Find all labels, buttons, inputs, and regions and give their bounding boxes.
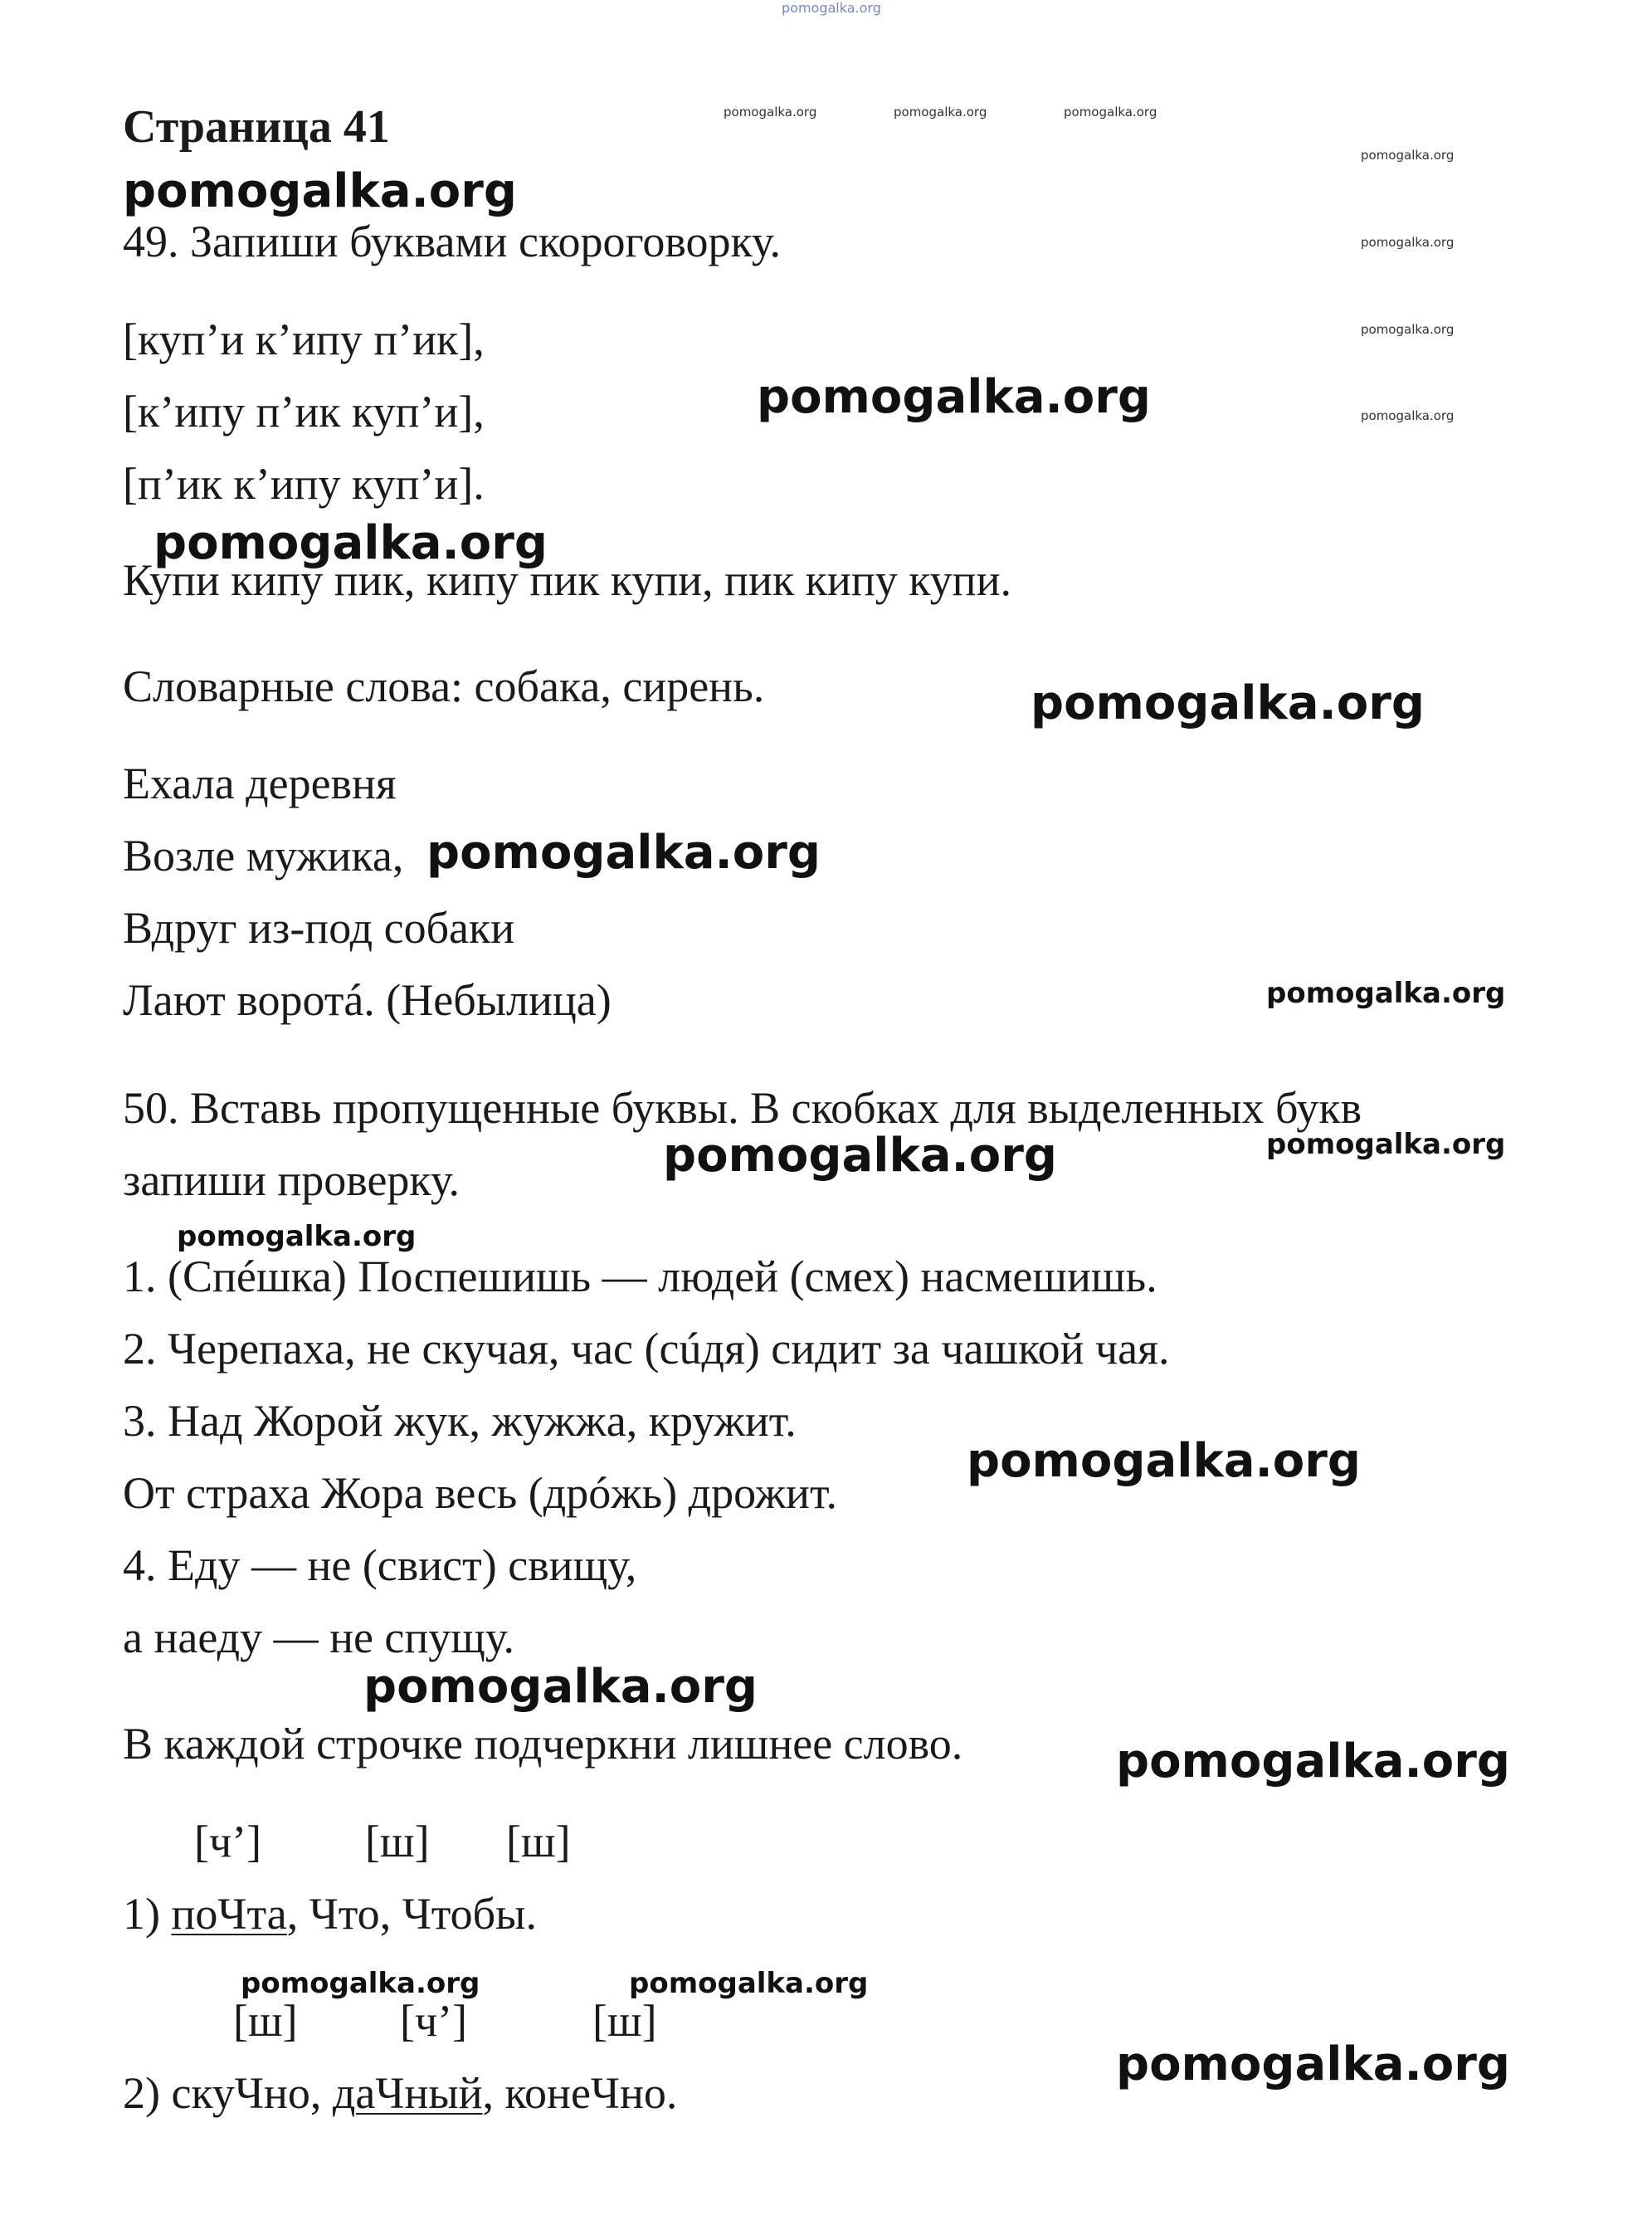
sentence-line: От страха Жора весь (дрóжь) дрожит.	[123, 1468, 837, 1518]
underlined-word: даЧный	[332, 2068, 483, 2118]
sentence-line: 2. Черепаха, не скучая, час (сúдя) сидит за чашкой чая.	[123, 1324, 1170, 1373]
sentence-line: 4. Еду — не (свист) свищу,	[123, 1540, 637, 1590]
watermark: pomogalka.org	[1266, 977, 1506, 1010]
sound-mark: [ш]	[592, 1996, 657, 2046]
watermark: pomogalka.org	[1361, 148, 1455, 163]
word: Чтобы	[402, 1889, 526, 1939]
poem-line: Ехала деревня	[123, 759, 397, 808]
word: скуЧно	[171, 2068, 310, 2118]
sound-mark: [ш]	[506, 1817, 571, 1866]
watermark: pomogalka.org	[894, 105, 987, 120]
sound-mark: [ч’]	[400, 1996, 468, 2046]
watermark: pomogalka.org	[782, 0, 881, 16]
separator: ,	[482, 2068, 505, 2118]
separator: ,	[379, 1889, 402, 1939]
ex50-instruction-cont: запиши проверку.	[123, 1155, 460, 1205]
ex49-answer: Купи кипу пик, кипу пик купи, пик кипу купи.	[123, 555, 1011, 605]
watermark: pomogalka.org	[1266, 1128, 1506, 1161]
punctuation: .	[525, 1889, 537, 1939]
row-number: 1)	[123, 1889, 172, 1939]
page-title: Страница 41	[123, 101, 390, 153]
watermark: pomogalka.org	[1031, 676, 1425, 730]
watermark: pomogalka.org	[1116, 1735, 1510, 1788]
dictionary-words: Словарные слова: собака, сирень.	[123, 661, 765, 711]
transcription-line: [п’ик к’ипу куп’и].	[123, 459, 485, 509]
watermark: pomogalka.org	[241, 1967, 480, 2000]
separator: ,	[309, 2068, 333, 2118]
sentence-line: 3. Над Жорой жук, жужжа, кружит.	[123, 1396, 797, 1446]
sound-mark: [ч’]	[194, 1817, 262, 1866]
word: конеЧно	[504, 2068, 666, 2118]
punctuation: .	[665, 2068, 678, 2118]
watermark: pomogalka.org	[663, 1129, 1057, 1183]
sound-mark: [ш]	[365, 1817, 430, 1866]
watermark: pomogalka.org	[1116, 2037, 1510, 2091]
poem-line: Вдруг из-под собаки	[123, 903, 515, 953]
ex50-task2: В каждой строчке подчеркни лишнее слово.	[123, 1719, 963, 1769]
transcription-line: [куп’и к’ипу п’ик],	[123, 315, 485, 364]
word: Что	[309, 1889, 380, 1939]
ex50-instruction: 50. Вставь пропущенные буквы. В скобках для выделенных букв	[123, 1083, 1362, 1133]
watermark: pomogalka.org	[1361, 322, 1455, 337]
poem-line: Лают воротá. (Небылица)	[123, 975, 612, 1025]
watermark: pomogalka.org	[123, 164, 517, 218]
underlined-word: поЧта	[171, 1889, 287, 1939]
separator: ,	[286, 1889, 309, 1939]
watermark: pomogalka.org	[1361, 235, 1455, 250]
watermark: pomogalka.org	[1361, 408, 1455, 423]
ex49-instruction: 49. Запиши буквами скороговорку.	[123, 217, 782, 266]
watermark: pomogalka.org	[629, 1967, 869, 2000]
watermark: pomogalka.org	[363, 1660, 758, 1714]
sound-mark: [ш]	[233, 1996, 298, 2046]
word-row	[123, 1889, 537, 1939]
transcription-line: [к’ипу п’ик куп’и],	[123, 387, 485, 437]
sentence-line: а наеду — не спущу.	[123, 1613, 514, 1662]
poem-line: Возле мужика,	[123, 831, 404, 881]
watermark: pomogalka.org	[154, 516, 548, 570]
watermark: pomogalka.org	[426, 826, 821, 880]
word-row	[123, 2068, 678, 2118]
sentence-line: 1. (Спéшка) Поспешишь — людей (смех) насмешишь.	[123, 1251, 1157, 1301]
row-number: 2)	[123, 2068, 172, 2118]
watermark: pomogalka.org	[1064, 105, 1157, 120]
watermark: pomogalka.org	[757, 370, 1151, 424]
watermark: pomogalka.org	[967, 1434, 1361, 1488]
watermark: pomogalka.org	[177, 1220, 417, 1253]
watermark: pomogalka.org	[724, 105, 817, 120]
